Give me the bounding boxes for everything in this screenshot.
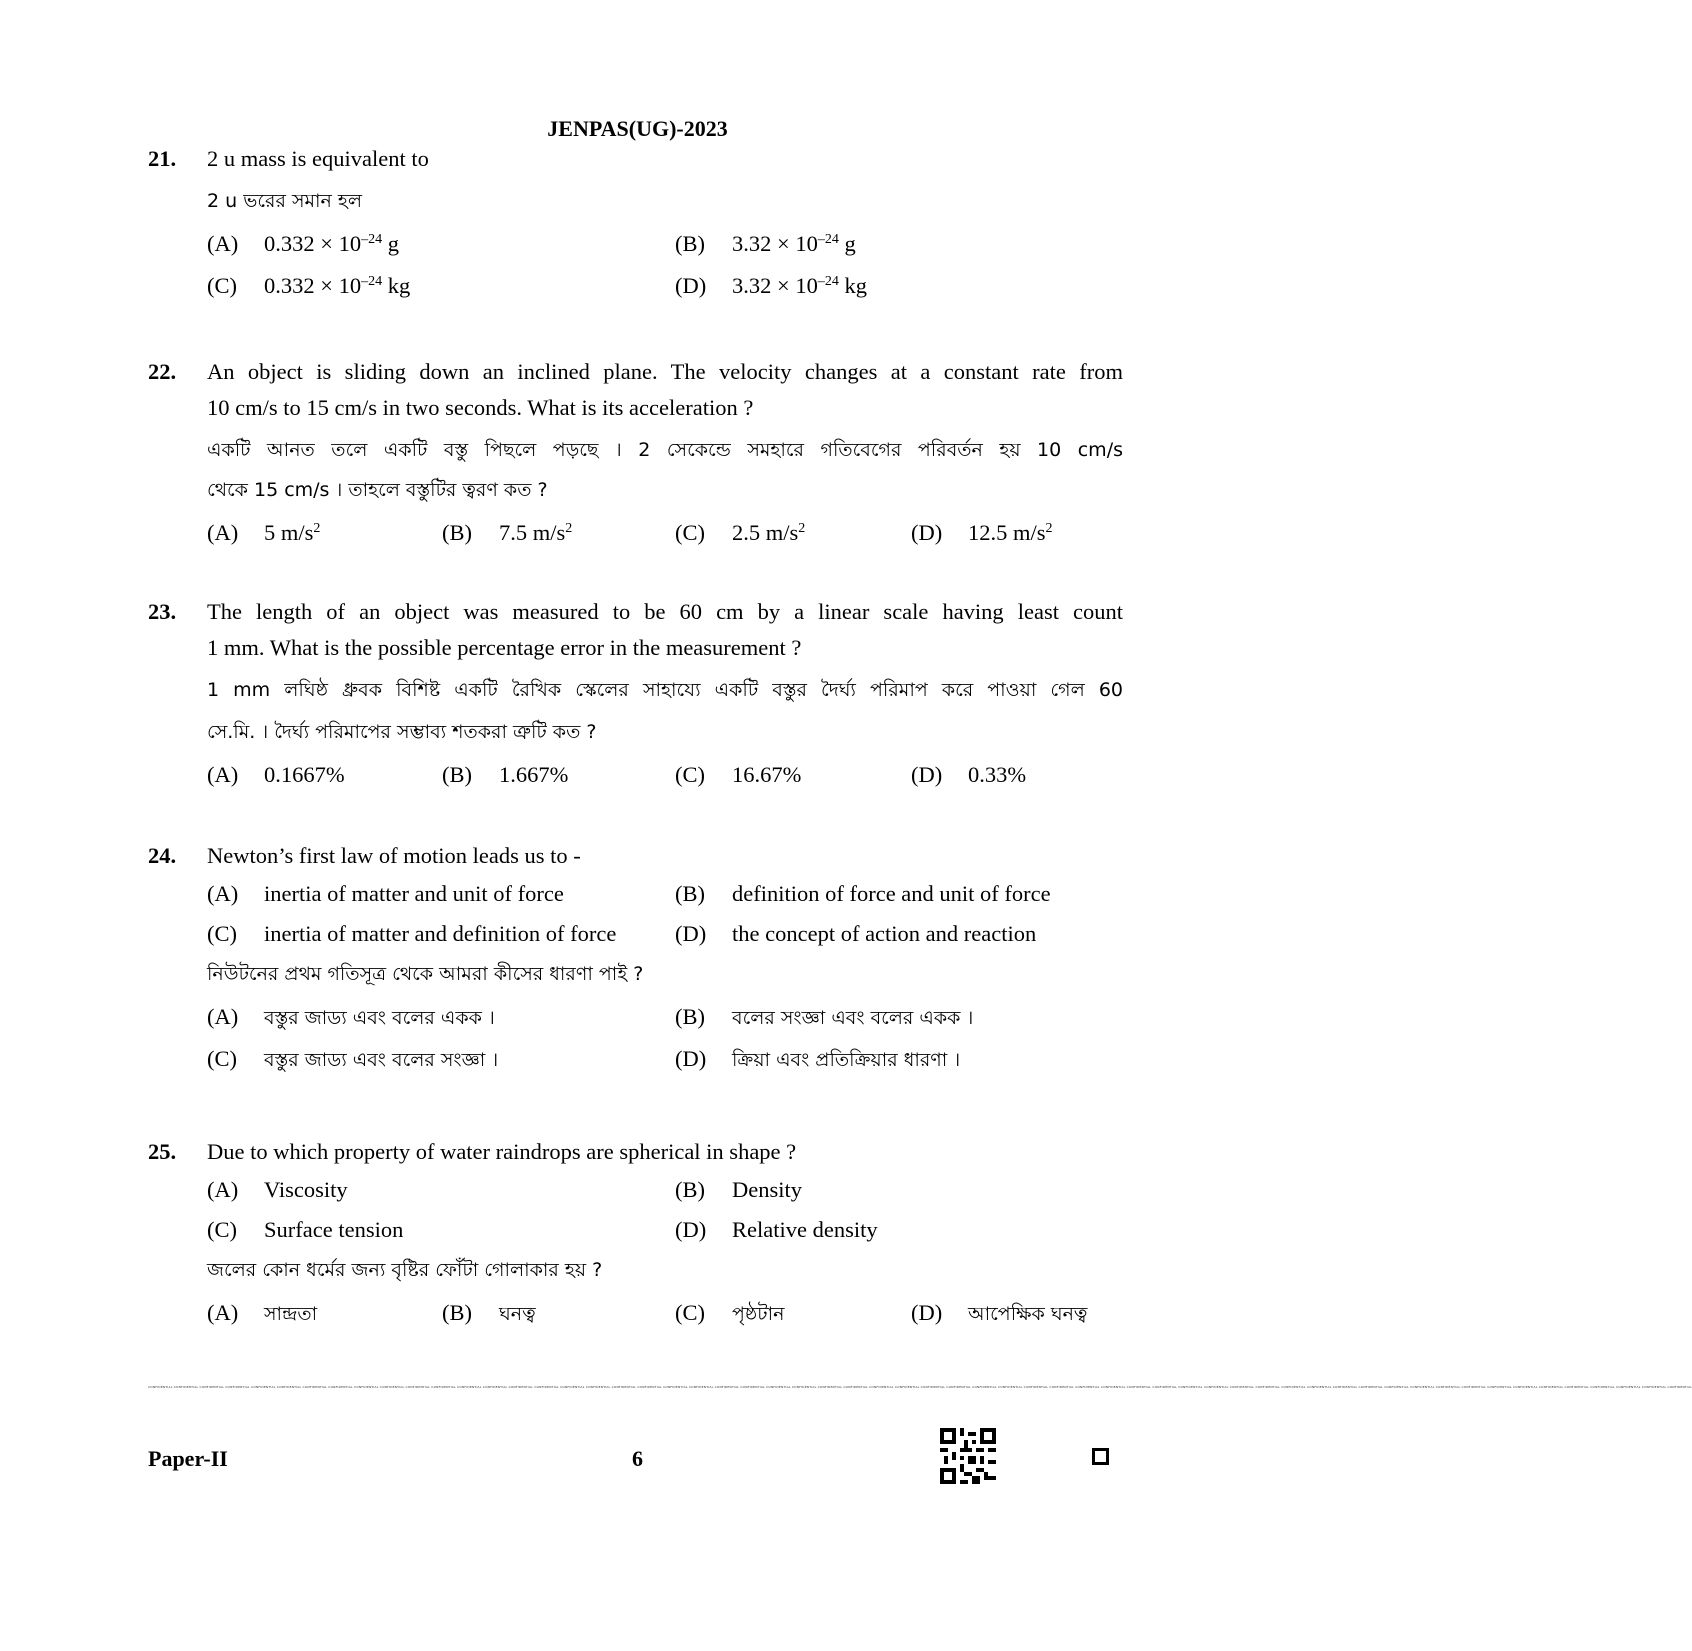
option-b-bn: (B) বলের সংজ্ঞা এবং বলের একক । [675,1004,974,1029]
option-c: (C) 2.5 $m/s^2$ [675,520,806,545]
question-text-en: Due to which property of water raindrops are spherical in shape ? [207,1139,797,1164]
option-c: (C) 16.67% [675,762,802,787]
option-a: (A) Viscosity [207,1177,348,1202]
option-c: (C) Surface tension [207,1217,404,1242]
option-a: (A) $0.332 \times 10^{-24}$ g [207,231,399,256]
question-text-bn: থেকে 15 cm/s । তাহলে বস্তুটির ত্বরণ কত ? [207,479,548,501]
option-d: (D) Relative density [675,1217,878,1242]
option-a-bn: (A) বস্তুর জাড্য এবং বলের একক । [207,1004,495,1029]
square-box-icon [1092,1448,1109,1465]
question-number: 22. [148,359,177,384]
option-c: (C) $0.332 \times 10^{-24}$ kg [207,273,411,298]
question-23 [148,594,1123,796]
question-number: 21. [148,146,177,171]
question-text-en: 1 mm. What is the possible percentage error in the measurement ? [207,635,802,660]
page-number: 6 [632,1446,643,1471]
confidential-strip: CONFIDENTIAL CONFIDENTIAL CONFIDENTIAL CONFIDENTIAL CONFIDENTIAL CONFIDENTIAL CONFIDENTIAL CONFIDENTIAL CONFIDENTIAL CONFIDENTIAL CONFIDENTIAL CONFIDENTIAL CONFIDENTIAL CONFIDENTIAL CONFIDENTIAL CONFIDENTIAL CONFIDENTIAL CONFIDENTIAL CONFIDENTIAL CONFIDENTIAL CONFIDENTIAL CONFIDENTIAL CONFIDENTIAL CONFIDENTIAL CONFIDENTIAL CONFIDENTIAL CONFIDENTIAL CONFIDENTIAL CONFIDENTIAL CONFIDENTIAL CONFIDENTIAL CONFIDENTIAL CONFIDENTIAL CONFIDENTIAL CONFIDENTIAL CONFIDENTIAL CONFIDENTIAL CONFIDENTIAL CONFIDENTIAL CONFIDENTIAL CONFIDENTIAL CONFIDENTIAL CONFIDENTIAL CONFIDENTIAL CONFIDENTIAL CONFIDENTIAL CONFIDENTIAL CONFIDENTIAL CONFIDENTIAL CONFIDENTIAL CONFIDENTIAL CONFIDENTIAL CONFIDENTIAL CONFIDENTIAL CONFIDENTIAL CONFIDENTIAL CONFIDENTIAL CONFIDENTIAL CONFIDENTIAL CONFIDENTIAL [148,1385,1692,1389]
option-c-bn: (C) পৃষ্ঠটান [675,1300,785,1325]
question-number: 25. [148,1139,177,1164]
option-c: (C) inertia of matter and definition of force [207,921,617,946]
option-b: (B) 7.5 $m/s^2$ [442,520,573,545]
option-b: (B) definition of force and unit of force [675,881,1051,906]
option-a: (A) 5 $m/s^2$ [207,520,321,545]
paper-label: Paper-II [148,1446,228,1471]
question-text-en: 2 u mass is equivalent to [207,146,429,171]
option-d: (D) 0.33% [911,762,1027,787]
question-text-bn: একটি আনত তলে একটি বস্তু পিছলে পড়ছে । 2 সেকেন্ডে সমহারে গতিবেগের পরিবর্তন হয় 10 cm/s [207,439,1123,461]
question-24 [148,838,1123,1080]
question-text-bn: সে.মি. । দৈর্ঘ্য পরিমাপের সম্ভাব্য শতকরা ত্রুটি কত ? [207,721,597,743]
option-c-bn: (C) বস্তুর জাড্য এবং বলের সংজ্ঞা । [207,1046,499,1071]
qr-code-icon [940,1428,996,1484]
option-b: (B) Density [675,1177,802,1202]
option-d: (D) the concept of action and reaction [675,921,1037,946]
option-d-bn: (D) আপেক্ষিক ঘনত্ব [911,1300,1088,1325]
question-number: 23. [148,599,177,624]
option-b-bn: (B) ঘনত্ব [442,1300,536,1325]
question-number: 24. [148,843,177,868]
option-d: (D) 12.5 $m/s^2$ [911,520,1053,545]
option-d-bn: (D) ক্রিয়া এবং প্রতিক্রিয়ার ধারণা । [675,1046,961,1071]
option-b: (B) 1.667% [442,762,569,787]
question-text-bn: জলের কোন ধর্মের জন্য বৃষ্টির ফোঁটা গোলাকার হয় ? [207,1259,603,1281]
page-title: JENPAS(UG)-2023 [547,116,728,141]
question-21 [148,141,1123,307]
option-d: (D) $3.32 \times 10^{-24}$ kg [675,273,867,298]
question-text-en: 10 cm/s to 15 cm/s in two seconds. What is its acceleration ? [207,395,754,420]
question-text-en: An object is sliding down an inclined plane. The velocity changes at a constant rate from [207,359,1123,384]
question-text-bn: 1 mm লঘিষ্ঠ ধ্রুবক বিশিষ্ট একটি রৈখিক স্কেলের সাহায্যে একটি বস্তুর দৈর্ঘ্য পরিমাপ করে পাওয়া গেল 60 [207,679,1123,701]
question-text-bn: 2 u ভরের সমান হল [207,190,363,212]
option-b: (B) $3.32 \times 10^{-24}$ g [675,231,856,256]
option-a: (A) inertia of matter and unit of force [207,881,564,906]
question-text-bn: নিউটনের প্রথম গতিসূত্র থেকে আমরা কীসের ধারণা পাই ? [207,963,644,985]
question-25 [148,1134,1123,1334]
question-22 [148,354,1123,554]
question-text-en: Newton’s first law of motion leads us to - [207,843,581,868]
question-text-en: The length of an object was measured to be 60 cm by a linear scale having least count [207,599,1123,624]
option-a-bn: (A) সান্দ্রতা [207,1300,318,1325]
option-a: (A) 0.1667% [207,762,345,787]
